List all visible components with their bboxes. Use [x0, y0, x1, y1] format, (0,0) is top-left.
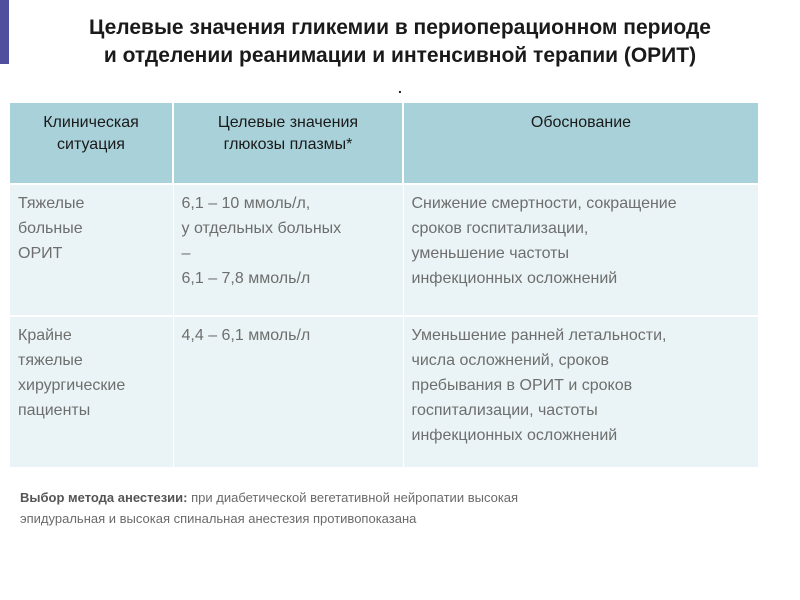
- cell-text: уменьшение частоты: [411, 245, 569, 262]
- cell-text: тяжелые: [18, 352, 83, 369]
- cell-text: сроков госпитализации,: [411, 220, 589, 237]
- cell-situation: [10, 184, 173, 316]
- cell-text: 6,1 – 10 ммоль/л,: [181, 195, 311, 212]
- header-target-values: [173, 103, 403, 184]
- title-line: и отделении реанимации и интенсивной терапии (ОРИТ): [103, 44, 697, 67]
- header-clinical-situation: [10, 103, 173, 184]
- note-text: при диабетической вегетативной нейропатии высокая: [187, 490, 519, 505]
- cell-text: Крайне: [18, 327, 72, 344]
- cell-text: госпитализации, частоты: [411, 402, 598, 419]
- anesthesia-note: [20, 487, 740, 529]
- cell-text: инфекционных осложнений: [411, 427, 618, 444]
- header-text: Обоснование: [530, 114, 632, 131]
- header-rationale: [403, 103, 758, 184]
- header-text: ситуация: [57, 136, 125, 153]
- slide-title: [20, 14, 780, 70]
- cell-target: [173, 184, 403, 316]
- cell-text: –: [181, 245, 191, 262]
- header-text: Клиническая: [43, 114, 139, 131]
- cell-text: числа осложнений, сроков: [411, 352, 609, 369]
- cell-text: 4,4 – 6,1 ммоль/л: [181, 327, 311, 344]
- header-text: глюкозы плазмы*: [223, 136, 353, 153]
- cell-text: Снижение смертности, сокращение: [411, 195, 677, 212]
- title-dot: .: [398, 80, 402, 96]
- cell-rationale: [403, 316, 758, 467]
- note-text: эпидуральная и высокая спинальная анестезия противопоказана: [20, 511, 417, 526]
- cell-situation: [10, 316, 173, 467]
- table-header-row: [10, 103, 758, 184]
- cell-text: пациенты: [18, 402, 91, 419]
- table-row: [10, 184, 758, 316]
- cell-text: инфекционных осложнений: [411, 270, 618, 287]
- cell-text: Уменьшение ранней летальности,: [411, 327, 667, 344]
- cell-text: пребывания в ОРИТ и сроков: [411, 377, 633, 394]
- table-row: [10, 316, 758, 467]
- cell-text: хирургические: [18, 377, 126, 394]
- cell-rationale: [403, 184, 758, 316]
- cell-text: больные: [18, 220, 83, 237]
- cell-text: у отдельных больных: [181, 220, 342, 237]
- cell-text: ОРИТ: [18, 245, 63, 262]
- accent-bar: [0, 0, 9, 64]
- note-label: Выбор метода анестезии:: [20, 490, 188, 505]
- cell-text: 6,1 – 7,8 ммоль/л: [181, 270, 311, 287]
- cell-text: Тяжелые: [18, 195, 85, 212]
- title-line: Целевые значения гликемии в периоперационном периоде: [89, 16, 711, 39]
- header-text: Целевые значения: [217, 114, 359, 131]
- glycemia-table: [10, 103, 758, 467]
- cell-target: [173, 316, 403, 467]
